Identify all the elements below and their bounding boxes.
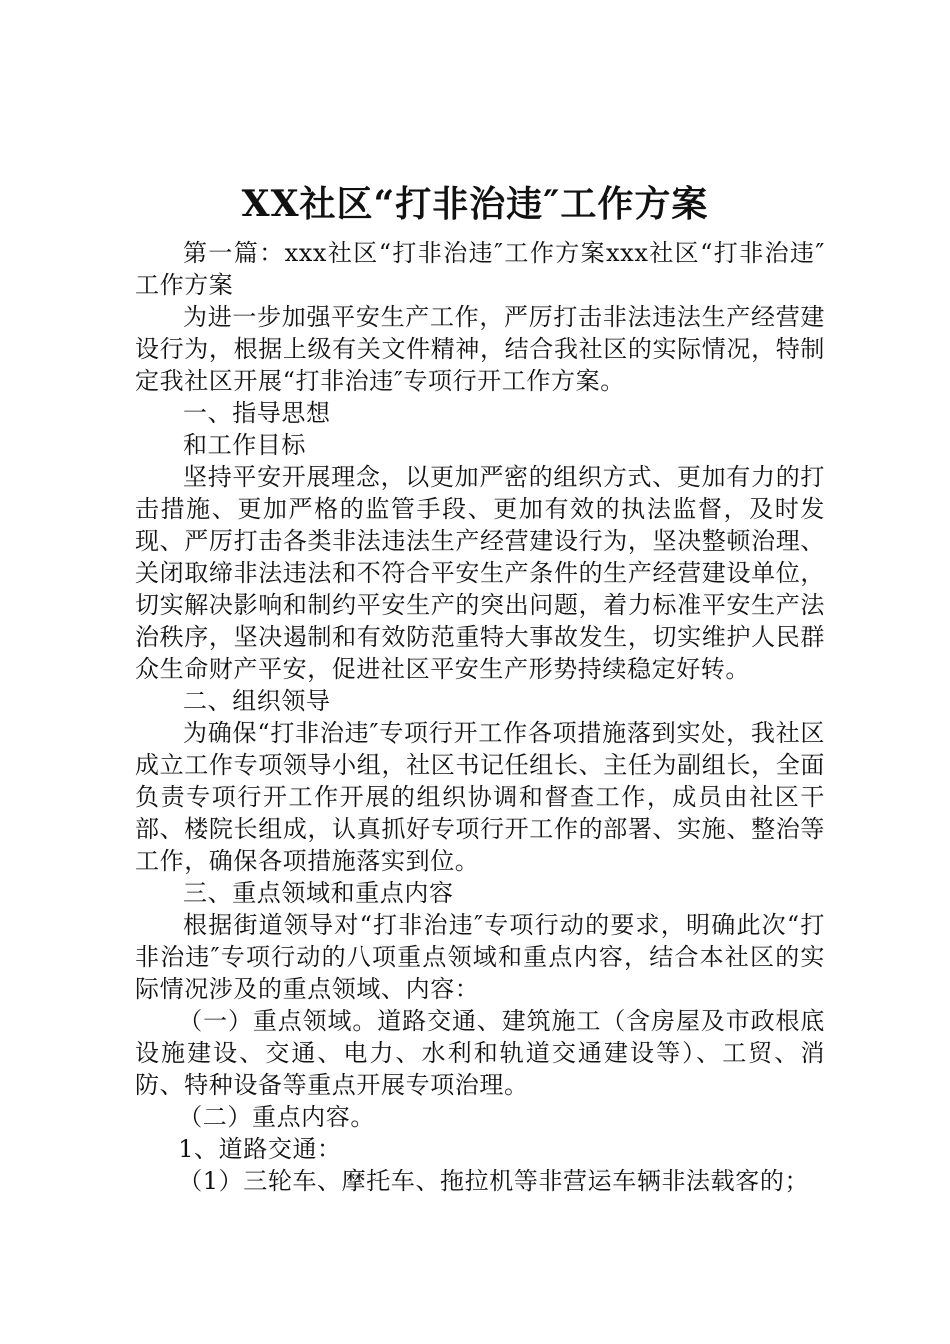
paragraph-road-traffic: 1、道路交通：: [178, 1135, 342, 1163]
paragraph-item-1: （1）三轮车、摩托车、拖拉机等非营运车辆非法载客的；: [178, 1167, 810, 1195]
paragraph-organization-content: 为确保“打非治违″专项行开工作各项措施落到实处，我社区成立工作专项领导小组，社区书记任组长、主任为副组长，全面负责专项行开工作开展的组织协调和督查工作，成员由社区干部、楼院长组成，认真抓好专项行开工作的部署、实施、整治等工作，确保各项措施落实到位。: [135, 719, 825, 875]
document-body: [135, 237, 825, 1197]
document-title: XX社区“打非治违″工作方案: [241, 183, 709, 225]
paragraph-key-content-heading: （二）重点内容。: [178, 1103, 375, 1131]
section-heading-key-areas: 三、重点领域和重点内容: [183, 879, 454, 907]
paragraph-key-areas-intro: 根据街道领导对“打非治违″专项行动的要求，明确此次“打非治违″专项行动的八项重点领域和重点内容，结合本社区的实际情况涉及的重点领域、内容：: [135, 911, 825, 1003]
paragraph-key-areas-list: （一）重点领域。道路交通、建筑施工（含房屋及市政根底设施建设、交通、电力、水利和轨道交通建设等）、工贸、消防、特种设备等重点开展专项治理。: [135, 1007, 825, 1099]
paragraph-heading-1: 第一篇：xxx社区“打非治违″工作方案xxx社区“打非治违″工作方案: [135, 239, 825, 299]
section-heading-guiding-thought: 一、指导思想: [183, 399, 331, 427]
section-heading-goals: 和工作目标: [183, 431, 306, 459]
paragraph-intro: 为进一步加强平安生产工作，严厉打击非法违法生产经营建设行为，根据上级有关文件精神，结合我社区的实际情况，特制定我社区开展“打非治违″专项行开工作方案。: [135, 303, 825, 395]
section-heading-organization: 二、组织领导: [183, 687, 331, 715]
paragraph-guiding-content: 坚持平安开展理念，以更加严密的组织方式、更加有力的打击措施、更加严格的监管手段、更加有效的执法监督，及时发现、严厉打击各类非法违法生产经营建设行为，坚决整顿治理、关闭取缔非法违法和不符合平安生产条件的生产经营建设单位，切实解决影响和制约平安生产的突出问题，着力标准平安生产法治秩序，坚决遏制和有效防范重特大事故发生，切实维护人民群众生命财产平安，促进社区平安生产形势持续稳定好转。: [135, 463, 825, 683]
